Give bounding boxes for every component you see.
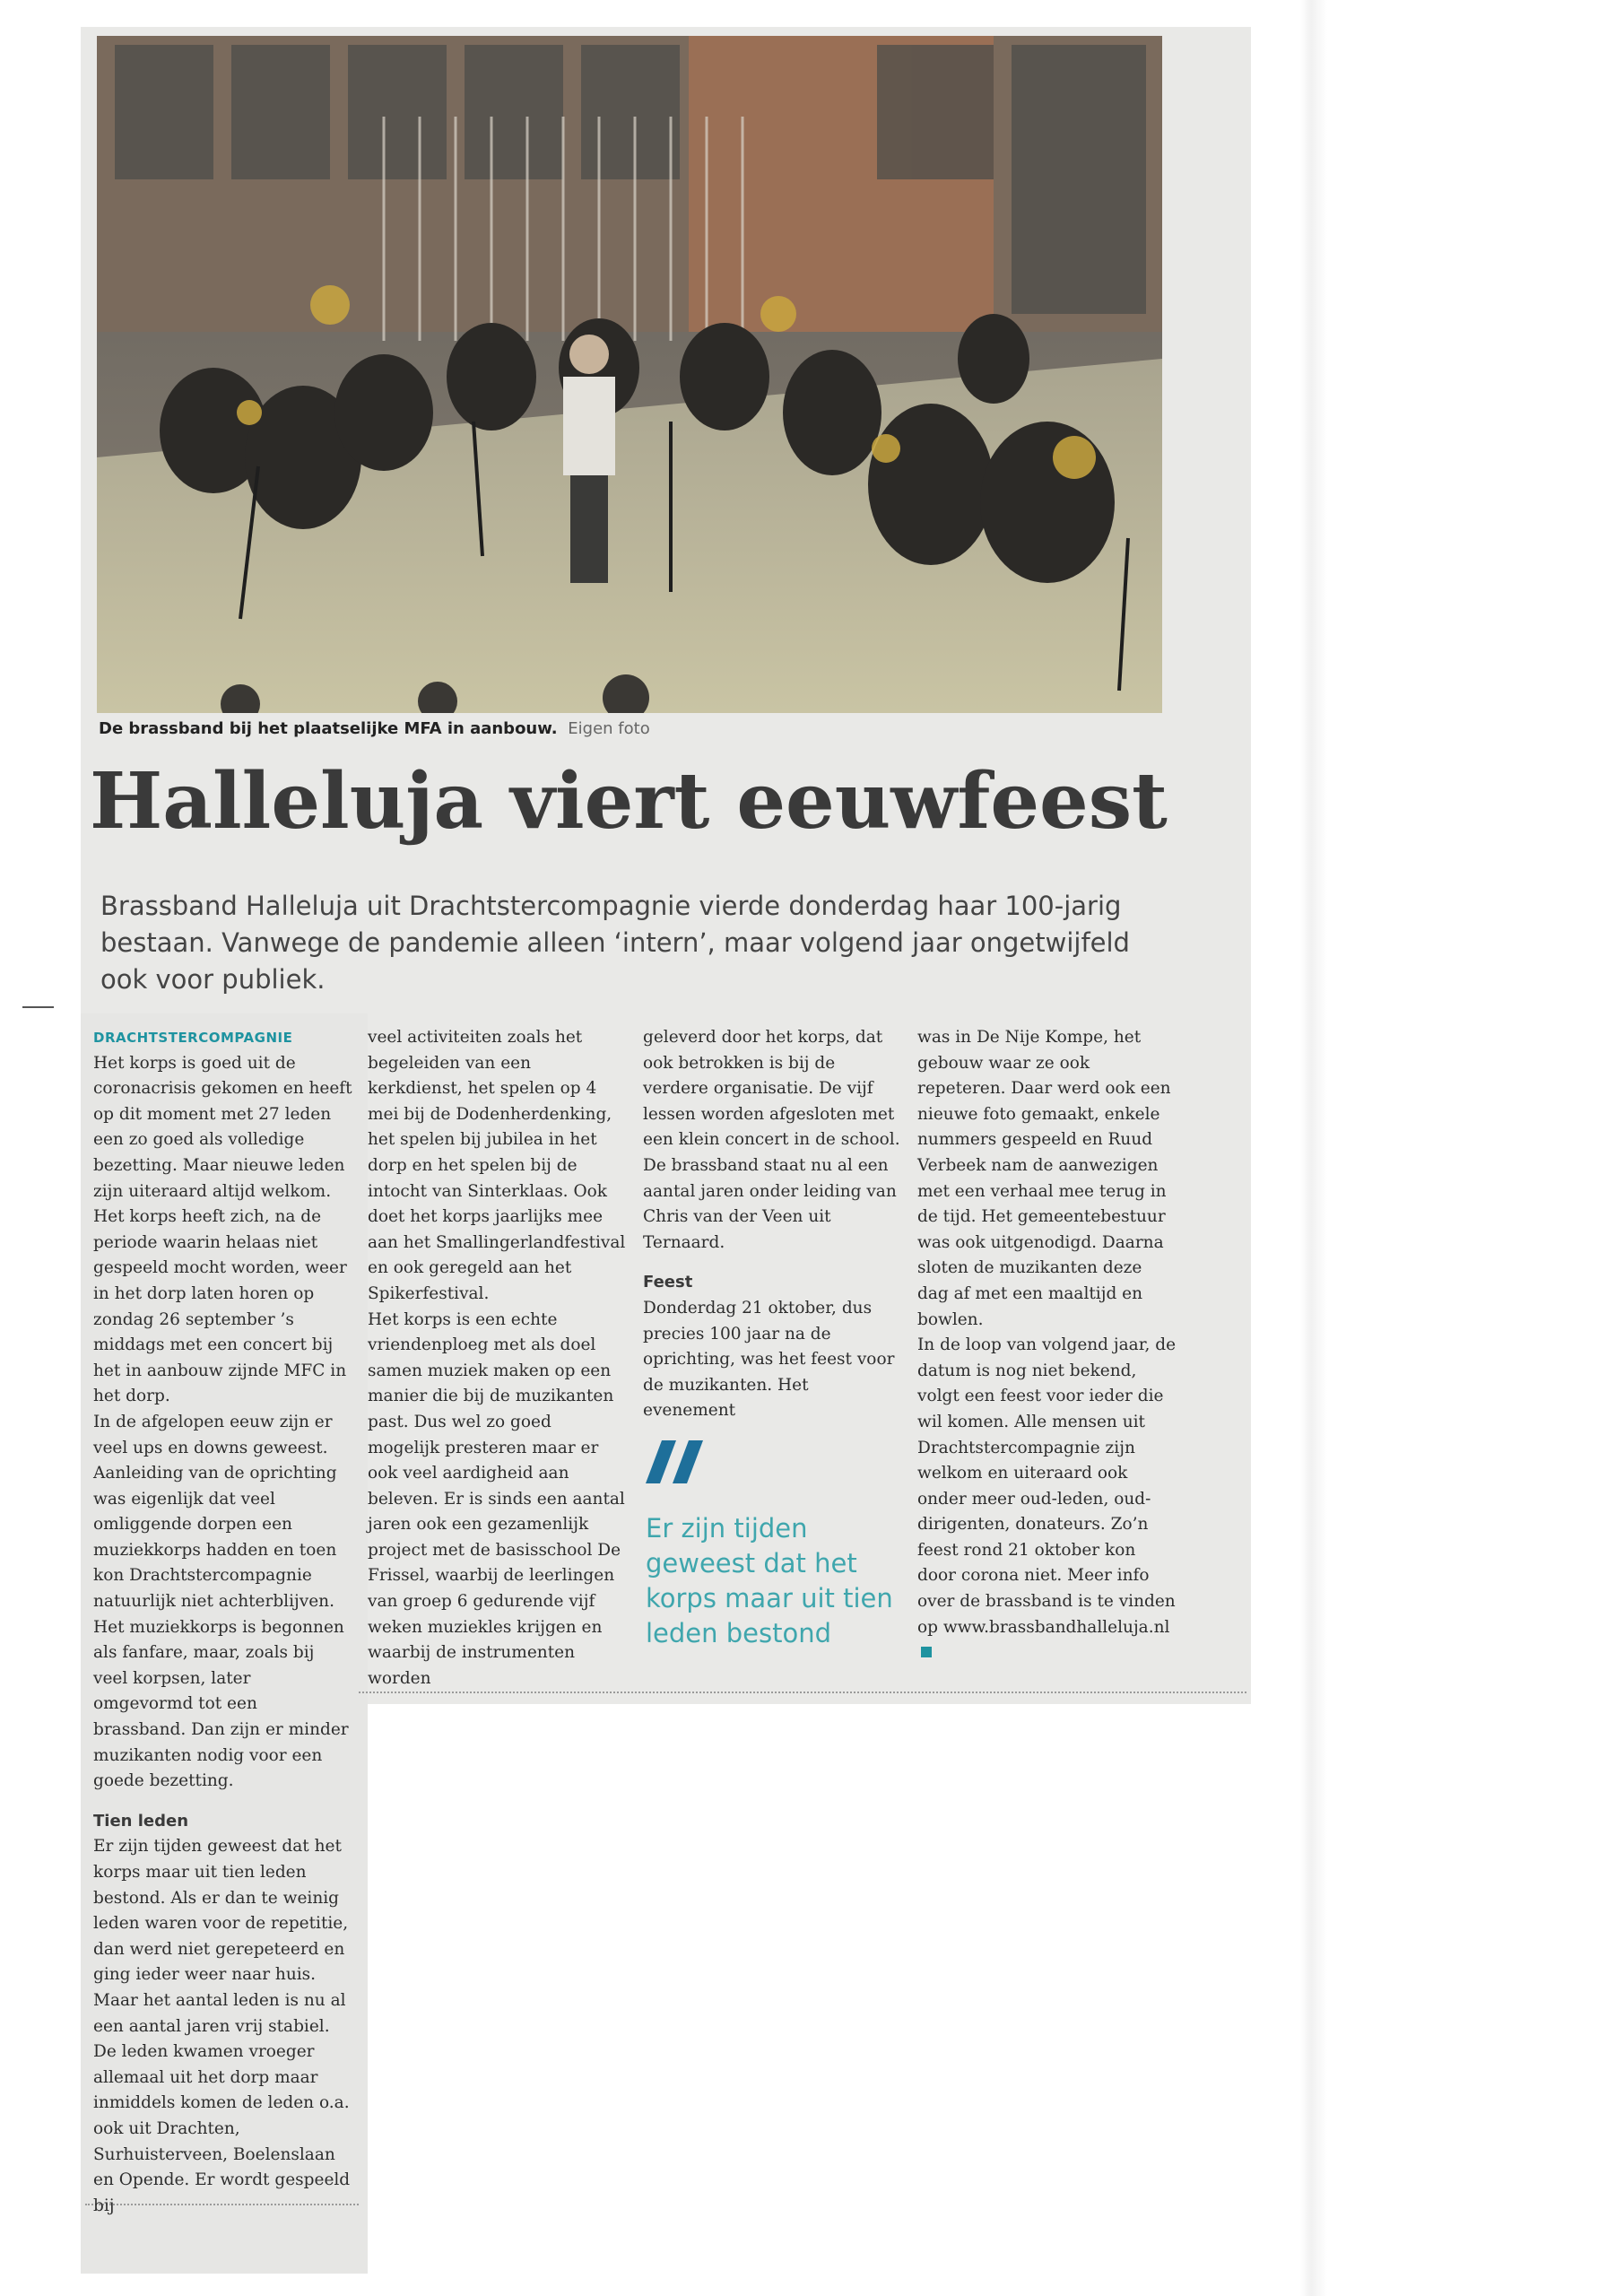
paragraph: geleverd door het korps, dat ook betrokken is bij de verdere organisatie. De vijf lessen worden afgesloten met een klein concert in de school. De brassband staat nu al een aantal jaren onder leiding van Chris van der Veen uit Ternaard.	[643, 1028, 900, 1252]
caption-text: De brassband bij het plaatselijke MFA in aanbouw.	[99, 719, 558, 738]
paragraph: Er zijn tijden geweest dat het korps maar uit tien leden bestond. Als er dan te weinig leden waren voor de repetitie, dan werd niet gerepeteerd en ging ieder weer naar huis. Maar het aantal leden is nu al een aantal jaren vrij stabiel. De leden kwamen vroeger allemaal uit het dorp maar inmiddels komen de leden o.a. ook uit Drachten, Surhuisterveen, Boelenslaan en Opende. Er wordt gespeeld bij	[93, 1837, 351, 2215]
paragraph-final	[917, 1333, 1177, 1666]
scan-mark	[22, 1006, 54, 1008]
subheading: Feest	[643, 1273, 693, 1292]
paragraph: Donderdag 21 oktober, dus precies 100 jaar na de oprichting, was het feest voor de muzikanten. Het evenement	[643, 1298, 895, 1421]
scan-shadow	[1300, 0, 1327, 2296]
final-text: In de loop van volgend jaar, de datum is nog niet bekend, volgt een feest voor ieder die wil komen. Alle mensen uit Drachtstercompagnie zijn welkom en uiteraard ook onder meer oud-leden, oud-dirigenten, donateurs. Zo’n feest rond 21 oktober kon door corona niet. Meer info over de brassband is te vinden op www.brassbandhalleluja.nl	[917, 1335, 1177, 1637]
paragraph: veel activiteiten zoals het begeleiden van een kerkdienst, het spelen op 4 mei bij de Dodenherdenking, het spelen bij jubilea in het dorp en het spelen bij de intocht van Sinterklaas. Ook doet het korps jaarlijks mee aan het Smallingerlandfestival en ook geregeld aan het Spikerfestival.	[368, 1028, 626, 1303]
dateline: DRACHTSTERCOMPAGNIE	[93, 1030, 293, 1046]
end-mark-icon	[921, 1647, 932, 1657]
photo-caption	[99, 719, 1130, 738]
paragraph: Het korps is een echte vriendenploeg met als doel samen muziek maken op een manier die bij de muzikanten past. Dus wel zo goed mogelijk presteren maar er ook veel aardigheid aan beleven. Er is sinds een aantal jaren ook een gezamenlijk project met de basisschool De Frissel, waarbij de leerlingen van groep 6 gedurende vijf weken muziekles krijgen en waarbij de instrumenten worden	[368, 1309, 625, 1688]
column-2	[368, 1025, 626, 1692]
pull-quote: Er zijn tijden geweest dat het korps maar uit tien leden bestond	[646, 1513, 893, 1648]
column-3	[643, 1025, 903, 1424]
column-1	[93, 1025, 353, 2219]
headline: Halleluja viert eeuwfeest	[90, 756, 1168, 847]
brassband-photo	[97, 36, 1162, 713]
paragraph: was in De Nije Kompe, het gebouw waar ze ook repeteren. Daar werd ook een nieuwe foto gemaakt, enkele nummers gespeeld en Ruud Verbeek nam de aanwezigen met een verhaal mee terug in de tijd. Het gemeentebestuur was ook uitgenodigd. Daarna sloten de muzikanten deze dag af met een maaltijd en bowlen.	[917, 1028, 1171, 1329]
intro-text: Brassband Halleluja uit Drachtstercompagnie vierde donderdag haar 100-jarig bestaan. Vanwege de pandemie alleen ‘intern’, maar volgend jaar ongetwijfeld ook voor publiek.	[100, 891, 1130, 995]
quote-mark-icon	[646, 1440, 717, 1483]
paragraph: In de afgelopen eeuw zijn er veel ups en downs geweest. Aanleiding van de oprichting was eigenlijk dat veel omliggende dorpen een muziekkorps hadden en toen kon Drachtstercompagnie natuurlijk niet achterblijven. Het muziekkorps is begonnen als fanfare, maar, zoals bij veel korpsen, later omgevormd tot een brassband. Dan zijn er minder muzikanten nodig voor een goede bezetting.	[93, 1412, 349, 1791]
column-4	[917, 1025, 1177, 1666]
photo-credit: Eigen foto	[568, 719, 650, 738]
paragraph: Het korps is goed uit de coronacrisis gekomen en heeft op dit moment met 27 leden een zo goed als volledige bezetting. Maar nieuwe leden zijn uiteraard altijd welkom. Het korps heeft zich, na de periode waarin helaas niet gespeeld mocht worden, weer in het dorp laten horen op zondag 26 september ’s middags met een concert bij het in aanbouw zijnde MFC in het dorp.	[93, 1053, 352, 1406]
subheading: Tien leden	[93, 1811, 189, 1831]
